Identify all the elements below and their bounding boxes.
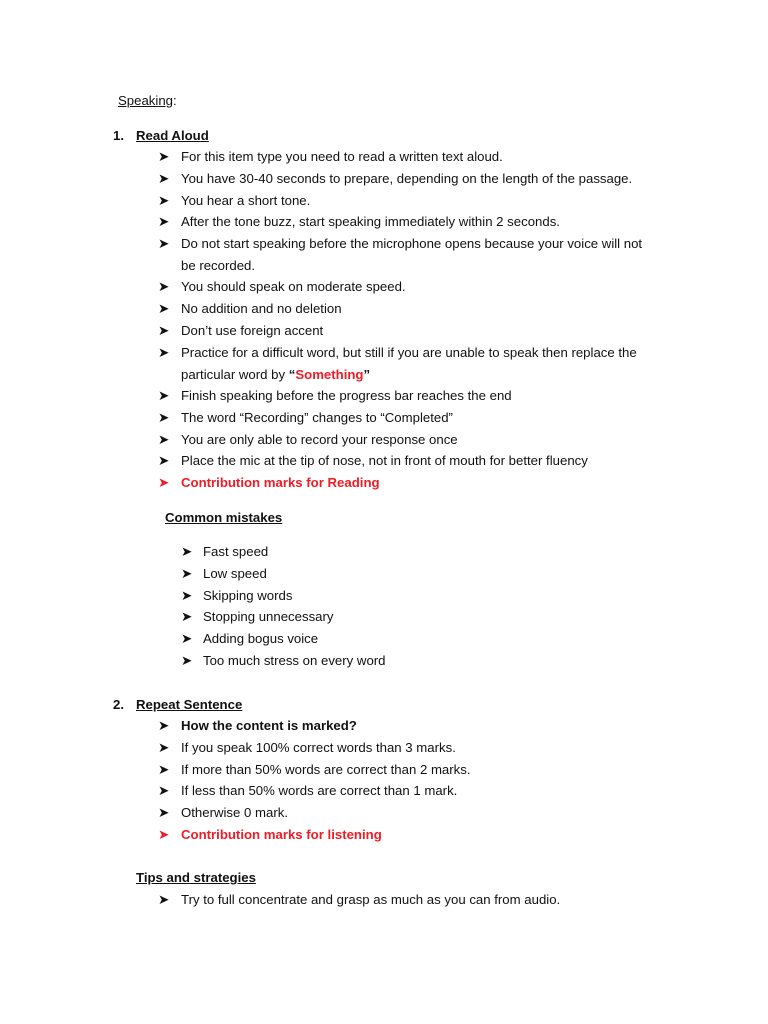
bullet-arrow-icon: ➤: [181, 566, 193, 582]
bullet-arrow-icon: ➤: [158, 236, 170, 252]
bullet-arrow-icon: ➤: [158, 388, 170, 404]
list-item: You have 30-40 seconds to prepare, depending on the length of the passage.: [181, 171, 633, 186]
bullet-arrow-icon: ➤: [158, 805, 170, 821]
page-heading: [118, 92, 177, 110]
list-item-continuation: be recorded.: [181, 258, 256, 273]
bullet-arrow-icon: ➤: [158, 410, 170, 426]
list-item: Fast speed: [203, 544, 269, 559]
list-item: Don’t use foreign accent: [181, 323, 324, 338]
bullet-arrow-icon: ➤: [158, 453, 170, 469]
list-item: If more than 50% words are correct than 2 marks.: [181, 762, 471, 777]
bullet-arrow-icon: ➤: [158, 718, 170, 734]
bullet-arrow-icon: ➤: [158, 149, 170, 165]
list-item: Too much stress on every word: [203, 653, 386, 668]
bullet-arrow-icon: ➤: [158, 323, 170, 339]
section-number: 2.: [113, 697, 124, 712]
list-item: Try to full concentrate and grasp as much as you can from audio.: [181, 892, 561, 907]
bullet-arrow-icon: ➤: [158, 432, 170, 448]
bullet-arrow-icon: ➤: [158, 762, 170, 778]
list-item: After the tone buzz, start speaking immediately within 2 seconds.: [181, 214, 560, 229]
bullet-arrow-icon: ➤: [158, 740, 170, 756]
bullet-arrow-icon: ➤: [158, 279, 170, 295]
heading-label: Speaking: [118, 93, 173, 108]
list-item: Adding bogus voice: [203, 631, 319, 646]
list-item-heading: How the content is marked?: [181, 718, 357, 733]
bullet-arrow-icon: ➤: [158, 827, 170, 843]
bullet-arrow-icon: ➤: [158, 214, 170, 230]
list-item: Skipping words: [203, 588, 293, 603]
list-item: Practice for a difficult word, but still if you are unable to speak then replace the: [181, 345, 637, 360]
list-item: Stopping unnecessary: [203, 609, 334, 624]
list-item: No addition and no deletion: [181, 301, 342, 316]
bullet-arrow-icon: ➤: [158, 171, 170, 187]
list-item: Low speed: [203, 566, 267, 581]
list-item: Place the mic at the tip of nose, not in front of mouth for better fluency: [181, 453, 588, 468]
section-number: 1.: [113, 128, 124, 143]
bullet-arrow-icon: ➤: [181, 653, 193, 669]
bullet-arrow-icon: ➤: [181, 609, 193, 625]
list-item: Finish speaking before the progress bar reaches the end: [181, 388, 512, 403]
bullet-arrow-icon: ➤: [181, 544, 193, 560]
bullet-arrow-icon: ➤: [181, 588, 193, 604]
section-title: Repeat Sentence: [136, 697, 243, 712]
list-item: If you speak 100% correct words than 3 marks.: [181, 740, 456, 755]
bullet-arrow-icon: ➤: [158, 345, 170, 361]
list-item: You should speak on moderate speed.: [181, 279, 406, 294]
emphasis-word: Something: [295, 367, 364, 382]
list-item-text: particular word by: [181, 367, 289, 382]
list-item-continuation: [181, 366, 370, 384]
bullet-arrow-icon: ➤: [158, 783, 170, 799]
bullet-arrow-icon: ➤: [158, 301, 170, 317]
bullet-arrow-icon: ➤: [181, 631, 193, 647]
bullet-arrow-icon: ➤: [158, 475, 170, 491]
list-item: You hear a short tone.: [181, 193, 311, 208]
subsection-title: Common mistakes: [165, 510, 283, 525]
heading-colon: :: [173, 93, 177, 108]
list-item: If less than 50% words are correct than 1 mark.: [181, 783, 458, 798]
close-quote: ”: [363, 367, 371, 382]
bullet-arrow-icon: ➤: [158, 193, 170, 209]
list-item: For this item type you need to read a written text aloud.: [181, 149, 503, 164]
contribution-note: Contribution marks for listening: [181, 827, 382, 842]
contribution-note: Contribution marks for Reading: [181, 475, 380, 490]
list-item: The word “Recording” changes to “Completed”: [181, 410, 453, 425]
subsection-title: Tips and strategies: [136, 870, 256, 885]
list-item: Do not start speaking before the microphone opens because your voice will not: [181, 236, 643, 251]
list-item: You are only able to record your response once: [181, 432, 458, 447]
open-quote: “: [288, 367, 296, 382]
section-title: Read Aloud: [136, 128, 209, 143]
bullet-arrow-icon: ➤: [158, 892, 170, 908]
list-item: Otherwise 0 mark.: [181, 805, 288, 820]
